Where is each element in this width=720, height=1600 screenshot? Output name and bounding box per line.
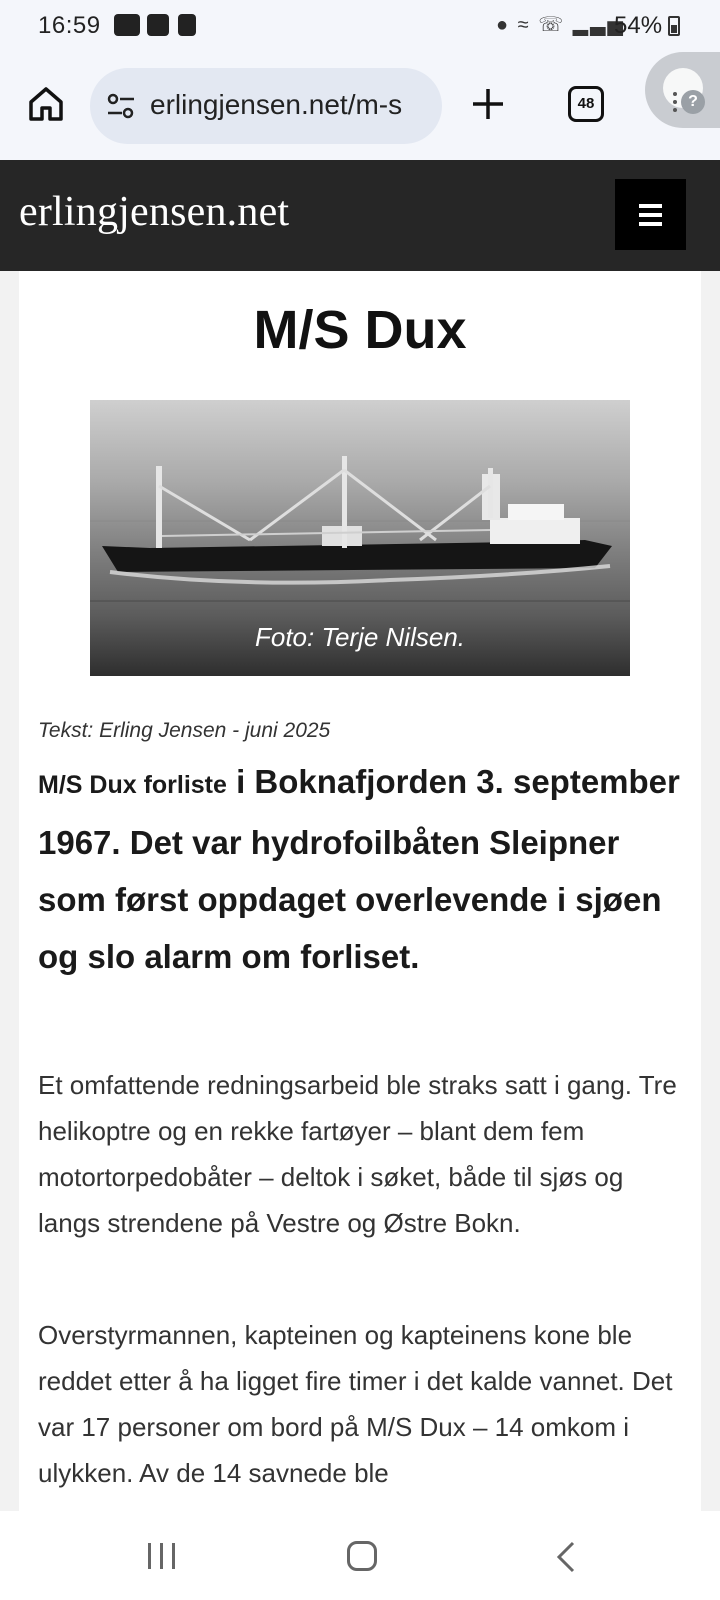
article-byline: Tekst: Erling Jensen - juni 2025 (38, 719, 331, 742)
lead-text: i Boknafjorden 3. september 1967. Det var hydrofoilbåten Sleipner som først oppdaget overlevende i sjøen og slo alarm om forliset. (38, 763, 680, 975)
system-navigation-bar (0, 1511, 720, 1600)
image-caption: Foto: Terje Nilsen. (254, 622, 466, 652)
menu-line (639, 222, 662, 226)
lead-paragraph (38, 753, 688, 985)
lead-strong-text: M/S Dux forliste (38, 771, 227, 799)
home-icon[interactable] (26, 84, 66, 124)
home-button-icon[interactable] (347, 1541, 377, 1571)
page-title: M/S Dux (253, 300, 467, 360)
back-icon[interactable] (556, 1541, 576, 1573)
url-text[interactable]: erlingjensen.net/m-s (150, 89, 403, 120)
new-tab-icon[interactable] (470, 86, 506, 122)
article-card (19, 271, 701, 1511)
address-bar[interactable] (90, 68, 442, 144)
flipboard-icon (178, 14, 196, 36)
signal-icon: ▂▃▅ (572, 14, 625, 36)
tab-switcher-button[interactable]: 48 (568, 86, 604, 122)
myfitness-icon (114, 14, 140, 36)
help-icon: ? (681, 90, 705, 114)
site-header (0, 160, 720, 271)
more-menu-icon[interactable] (673, 92, 677, 96)
hamburger-menu-button[interactable] (615, 179, 686, 250)
battery-icon (668, 16, 680, 36)
wifi-call-icon: ☏ (538, 14, 566, 36)
battery-percent: 54% (614, 12, 663, 39)
recent-apps-icon[interactable] (148, 1543, 176, 1569)
extension-button[interactable] (645, 52, 720, 128)
vpn-lock-icon: ● (496, 14, 511, 36)
body-paragraph: Overstyrmannen, kapteinen og kapteinens kone ble reddet etter å ha ligget fire timer i det kalde vannet. Det var 17 personer om bord på M/S Dux – 14 omkom i ulykken. Av de 14 savnede ble (38, 1320, 673, 1488)
menu-line (639, 213, 662, 217)
wifi-icon: ≈ (517, 14, 531, 36)
status-time: 16:59 (38, 12, 101, 39)
site-settings-icon[interactable] (106, 92, 136, 120)
gallery-icon (147, 14, 169, 36)
body-paragraph: Et omfattende redningsarbeid ble straks satt i gang. Tre helikoptre og en rekke fartøyer – blant dem fem motortorpedobåter – deltok i søket, både til sjøs og langs strendene på Vestre og Østre Bokn. (38, 1070, 677, 1238)
browser-toolbar (0, 54, 720, 160)
menu-line (639, 204, 662, 208)
status-bar (0, 0, 720, 54)
system-status-icons (496, 12, 625, 37)
ship-photo (90, 400, 630, 676)
site-logo[interactable]: erlingjensen.net (19, 189, 290, 235)
